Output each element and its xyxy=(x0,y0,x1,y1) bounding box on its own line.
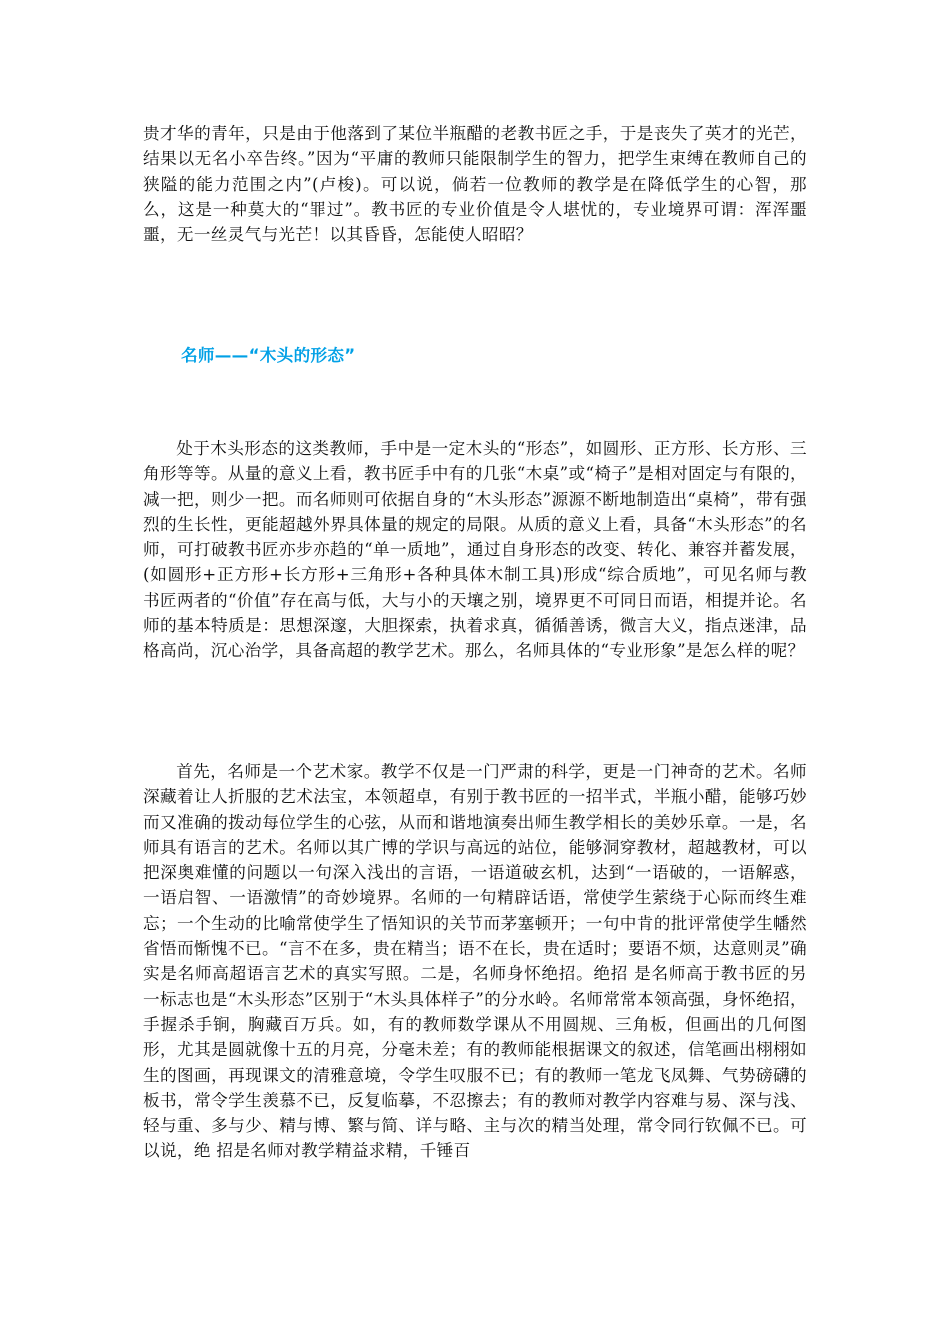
body-paragraph-1: 贵才华的青年，只是由于他落到了某位半瓶醋的老教书匠之手，于是丧失了英才的光芒，结果以无名小卒告终。”因为“平庸的教师只能限制学生的智力，把学生束缚在教师自己的狭隘的能力范围之内”(卢梭)。可以说，倘若一位教师的教学是在降低学生的心智，那么，这是一种莫大的“罪过”。教书匠的专业价值是令人堪忧的，专业境界可谓：浑浑噩噩，无一丝灵气与光芒！以其昏昏，怎能使人昭昭？ xyxy=(143,124,807,245)
body-paragraph-2: 处于木头形态的这类教师，手中是一定木头的“形态”，如圆形、正方形、长方形、三角形等等。从量的意义上看，教书匠手中有的几张“木桌”或“椅子”是相对固定与有限的，减一把，则少一把。而名师则可依据自身的“木头形态”源源不断地制造出“桌椅”，带有强烈的生长性，更能超越外界具体量的规定的局限。从质的意义上看，具备“木头形态”的名师，可打破教书匠亦步亦趋的“单一质地”，通过自身形态的改变、转化、兼容并蓄发展，(如圆形+正方形+长方形+三角形+各种具体木制工具)形成“综合质地”，可见名师与教书匠两者的“价值”存在高与低，大与小的天壤之别，境界更不可同日而语，相提并论。名师的基本特质是：思想深邃，大胆探索，执着求真，循循善诱，微言大义，指点迷津，品格高尚，沉心治学，具备高超的教学艺术。那么，名师具体的“专业形象”是怎么样的呢？ xyxy=(143,439,807,661)
section-heading: 名师——“木头的形态” xyxy=(181,346,356,365)
body-paragraph-3: 首先，名师是一个艺术家。教学不仅是一门严肃的科学，更是一门神奇的艺术。名师深藏着让人折服的艺术法宝，本领超卓，有别于教书匠的一招半式，半瓶小醋，能够巧妙而又准确的拨动每位学生的心弦，从而和谐地演奏出师生教学相长的美妙乐章。一是，名师具有语言的艺术。名师以其广博的学识与高远的站位，能够洞穿教材，超越教材，可以把深奥难懂的问题以一句深入浅出的言语，一语道破玄机，达到“一语破的，一语解惑，一语启智、一语激情”的奇妙境界。名师的一句精辟话语，常使学生萦绕于心际而终生难忘；一个生动的比喻常使学生了悟知识的关节而茅塞顿开；一句中肯的批评常使学生幡然省悟而惭愧不已。“言不在多，贵在精当；语不在长，贵在适时；要语不烦，达意则灵”确实是名师高超语言艺术的真实写照。二是，名师身怀绝招。绝招 是名师高于教书匠的另一标志也是“木头形态”区别于“木头具体样子”的分水岭。名师常常本领高强，身怀绝招，手握杀手锏，胸藏百万兵。如，有的教师数学课从不用圆规、三角板，但画出的几何图形，尤其是圆就像十五的月亮，分毫未差；有的教师能根据课文的叙述，信笔画出栩栩如生的图画，再现课文的清雅意境，令学生叹服不已；有的教师一笔龙飞凤舞、气势磅礴的板书，常令学生羡慕不已，反复临摹，不忍擦去；有的教师对教学内容难与易、深与浅、轻与重、多与少、精与博、繁与简、详与略、主与次的精当处理，常令同行钦佩不已。可以说，绝 招是名师对教学精益求精，千锤百 xyxy=(143,762,807,1161)
